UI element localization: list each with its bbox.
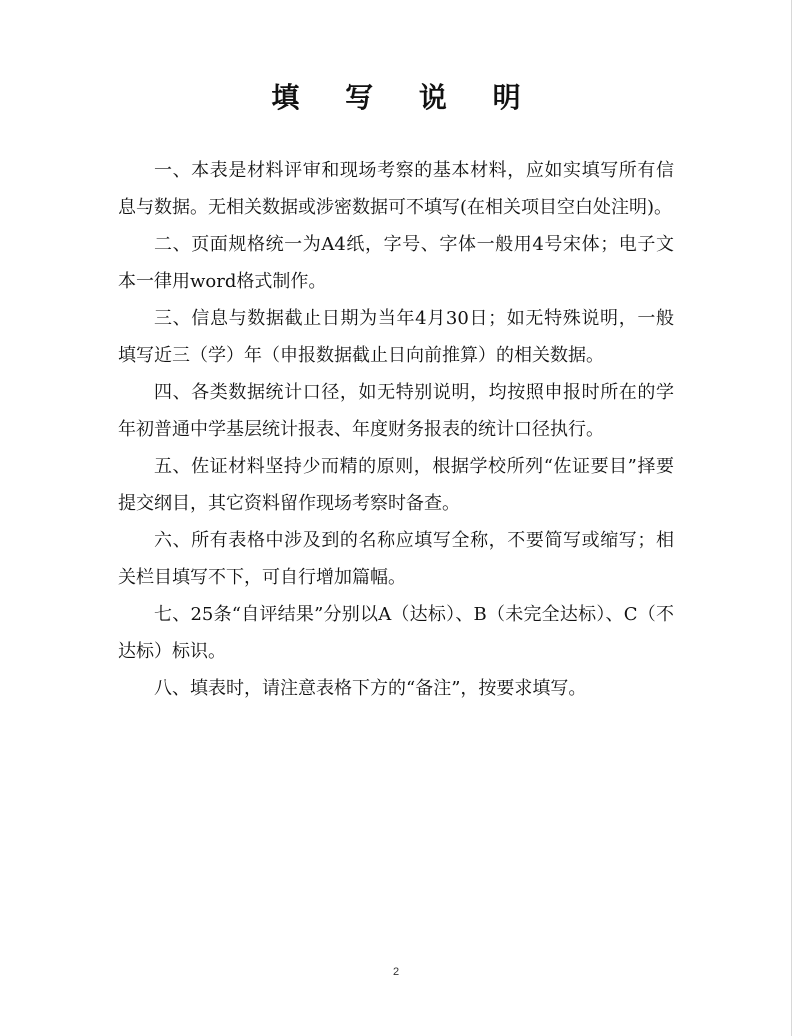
- instruction-paragraph-5: 五、佐证材料坚持少而精的原则，根据学校所列“佐证要目”择要提交纲目，其它资料留作现场考察时备查。: [118, 456, 674, 514]
- page-title: 填 写 说 明: [271, 81, 539, 114]
- instructions-body: [118, 152, 674, 707]
- instruction-paragraph-4: 四、各类数据统计口径，如无特别说明，均按照申报时所在的学年初普通中学基层统计报表、年度财务报表的统计口径执行。: [118, 382, 674, 440]
- instruction-paragraph-1: 一、本表是材料评审和现场考察的基本材料，应如实填写所有信息与数据。无相关数据或涉密数据可不填写(在相关项目空白处注明)。: [118, 160, 674, 218]
- instruction-paragraph-2: 二、页面规格统一为A4纸，字号、字体一般用4号宋体；电子文本一律用word格式制作。: [118, 234, 674, 292]
- instruction-paragraph-8: 八、填表时，请注意表格下方的“备注”，按要求填写。: [154, 678, 587, 699]
- instruction-paragraph-7: 七、25条“自评结果”分别以A（达标）、B（未完全达标）、C（不达标）标识。: [118, 604, 674, 662]
- instruction-paragraph-6: 六、所有表格中涉及到的名称应填写全称，不要简写或缩写；相关栏目填写不下，可自行增加篇幅。: [118, 530, 674, 588]
- instruction-paragraph-3: 三、信息与数据截止日期为当年4月30日；如无特殊说明，一般填写近三（学）年（申报数据截止日向前推算）的相关数据。: [118, 308, 674, 366]
- page-number: 2: [392, 966, 400, 978]
